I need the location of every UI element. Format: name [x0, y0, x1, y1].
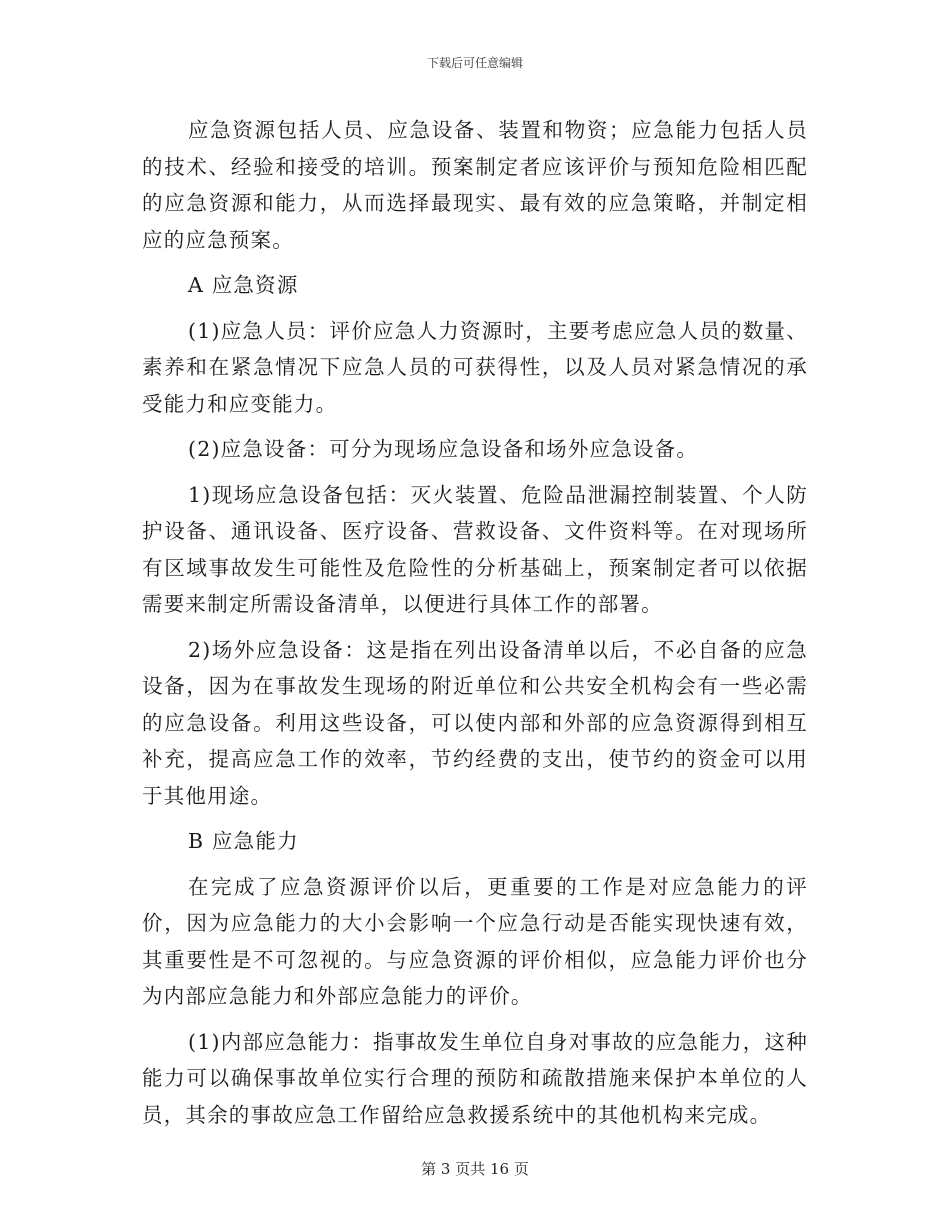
- section-heading-b: B 应急能力: [188, 829, 299, 853]
- paragraph-intro: 应急资源包括人员、应急设备、装置和物资；应急能力包括人员的技术、经验和接受的培训。预案制定者应该评价与预知危险相匹配的应急资源和能力，从而选择最现实、最有效的应急策略，并制定相应的应急预案。: [142, 118, 808, 252]
- page-number: 第 3 页共 16 页: [421, 1160, 529, 1178]
- paragraph-emergency-personnel: (1)应急人员：评价应急人力资源时，主要考虑应急人员的数量、素养和在紧急情况下应急人员的可获得性，以及人员对紧急情况的承受能力和应变能力。: [142, 318, 808, 416]
- page-header-note: 下载后可任意编辑: [426, 56, 523, 70]
- paragraph-capability-evaluation: 在完成了应急资源评价以后，更重要的工作是对应急能力的评价，因为应急能力的大小会影响一个应急行动是否能实现快速有效，其重要性是不可忽视的。与应急资源的评价相似，应急能力评价也分为内部应急能力和外部应急能力的评价。: [142, 874, 808, 1008]
- document-body: [142, 112, 808, 1133]
- paragraph-emergency-equipment: (2)应急设备：可分为现场应急设备和场外应急设备。: [188, 437, 699, 461]
- paragraph-internal-capability: (1)内部应急能力：指事故发生单位自身对事故的应急能力，这种能力可以确保事故单位实行合理的预防和疏散措施来保护本单位的人员，其余的事故应急工作留给应急救援系统中的其他机构来完成。: [142, 1029, 808, 1127]
- paragraph-onsite-equipment: 1)现场应急设备包括：灭火装置、危险品泄漏控制装置、个人防护设备、通讯设备、医疗设备、营救设备、文件资料等。在对现场所有区域事故发生可能性及危险性的分析基础上，预案制定者可以依据需要来制定所需设备清单，以便进行具体工作的部署。: [142, 482, 808, 616]
- paragraph-offsite-equipment: 2)场外应急设备：这是指在列出设备清单以后，不必自备的应急设备，因为在事故发生现场的附近单位和公共安全机构会有一些必需的应急设备。利用这些设备，可以使内部和外部的应急资源得到相互补充，提高应急工作的效率，节约经费的支出，使节约的资金可以用于其他用途。: [142, 637, 808, 808]
- section-heading-a: A 应急资源: [188, 273, 299, 297]
